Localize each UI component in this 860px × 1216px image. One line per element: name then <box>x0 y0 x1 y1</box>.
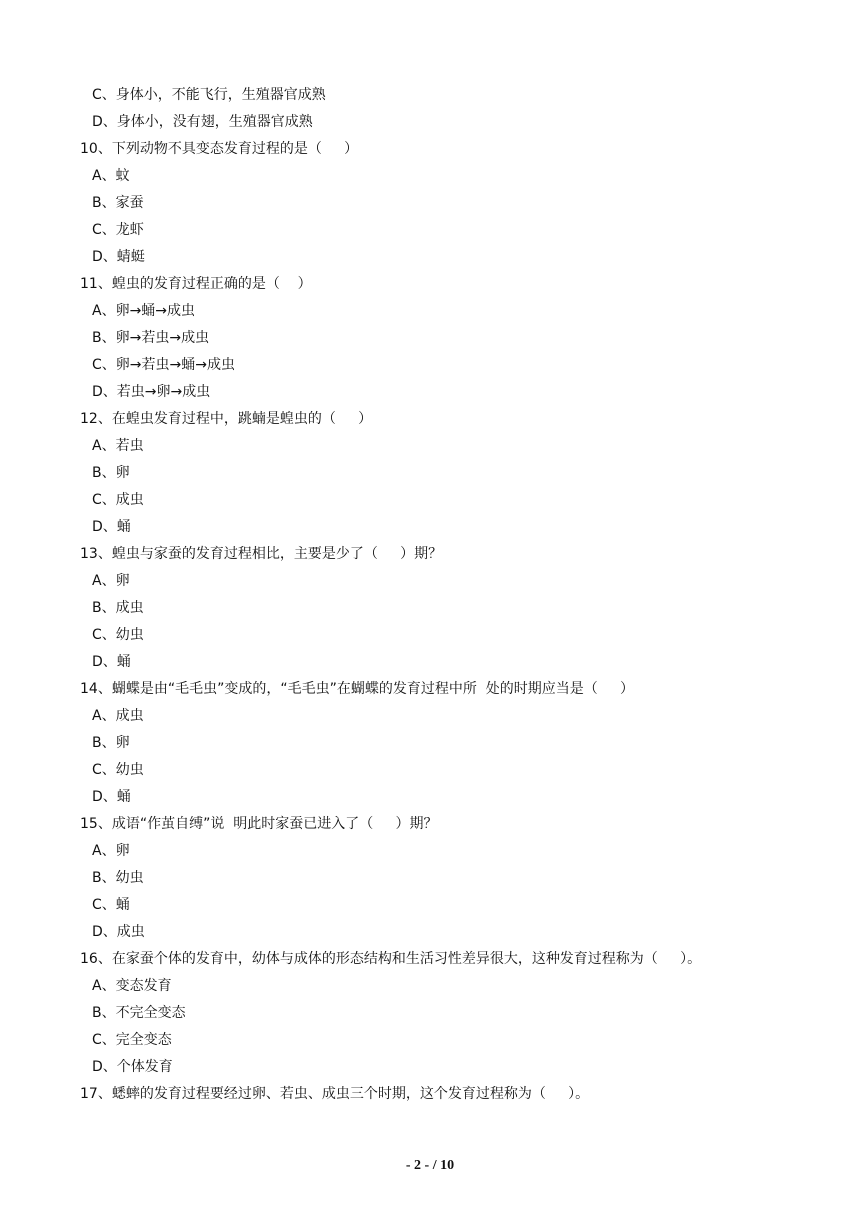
option-text: B、家蚕 <box>92 195 144 211</box>
option-text: D、成虫 <box>92 924 145 940</box>
option-text: D、身体小，没有翅，生殖器官成熟 <box>92 114 313 130</box>
option-text: C、龙虾 <box>92 222 144 238</box>
option-text: B、卵 <box>92 465 130 481</box>
option-text: D、若虫→卵→成虫 <box>92 384 211 400</box>
option-text: C、身体小，不能飞行，生殖器官成熟 <box>92 87 326 103</box>
option-text: D、个体发育 <box>92 1059 173 1075</box>
option-text: A、卵 <box>92 843 130 859</box>
page-number: - 2 - / 10 <box>405 1158 455 1173</box>
option-text: A、卵→蛹→成虫 <box>92 303 196 319</box>
option-text: A、成虫 <box>92 708 144 724</box>
question-text: 13、蝗虫与家蚕的发育过程相比，主要是少了（ ）期？ <box>80 546 443 562</box>
option-text: B、卵→若虫→成虫 <box>92 330 210 346</box>
option-text: C、完全变态 <box>92 1032 172 1048</box>
option-text: C、蛹 <box>92 897 130 913</box>
option-text: D、蛹 <box>92 654 131 670</box>
option-text: B、幼虫 <box>92 870 144 886</box>
option-text: C、幼虫 <box>92 627 144 643</box>
option-text: A、变态发育 <box>92 978 172 994</box>
option-text: C、成虫 <box>92 492 144 508</box>
option-text: A、卵 <box>92 573 130 589</box>
option-text: D、蛹 <box>92 519 131 535</box>
question-text: 12、在蝗虫发育过程中，跳蝻是蝗虫的（ ） <box>80 411 373 427</box>
question-text: 10、下列动物不具变态发育过程的是（ ） <box>80 141 359 157</box>
question-text: 14、蝴蝶是由“毛毛虫”变成的，“毛毛虫”在蝴蝶的发育过程中所 处的时期应当是（ ） <box>80 681 634 697</box>
option-text: B、卵 <box>92 735 130 751</box>
option-text: D、蛹 <box>92 789 131 805</box>
question-text: 11、蝗虫的发育过程正确的是（ ） <box>80 276 312 292</box>
option-text: C、卵→若虫→蛹→成虫 <box>92 357 235 373</box>
question-text: 16、在家蚕个体的发育中，幼体与成体的形态结构和生活习性差异很大，这种发育过程称为（ ）。 <box>80 951 702 967</box>
option-text: D、蜻蜓 <box>92 249 145 265</box>
question-text: 17、蟋蟀的发育过程要经过卵、若虫、成虫三个时期，这个发育过程称为（ ）。 <box>80 1086 590 1102</box>
option-text: C、幼虫 <box>92 762 144 778</box>
option-text: B、成虫 <box>92 600 144 616</box>
question-text: 15、成语“作茧自缚”说 明此时家蚕已进入了（ ）期？ <box>80 816 438 832</box>
option-text: A、蚊 <box>92 168 130 184</box>
option-text: B、不完全变态 <box>92 1005 186 1021</box>
option-text: A、若虫 <box>92 438 144 454</box>
